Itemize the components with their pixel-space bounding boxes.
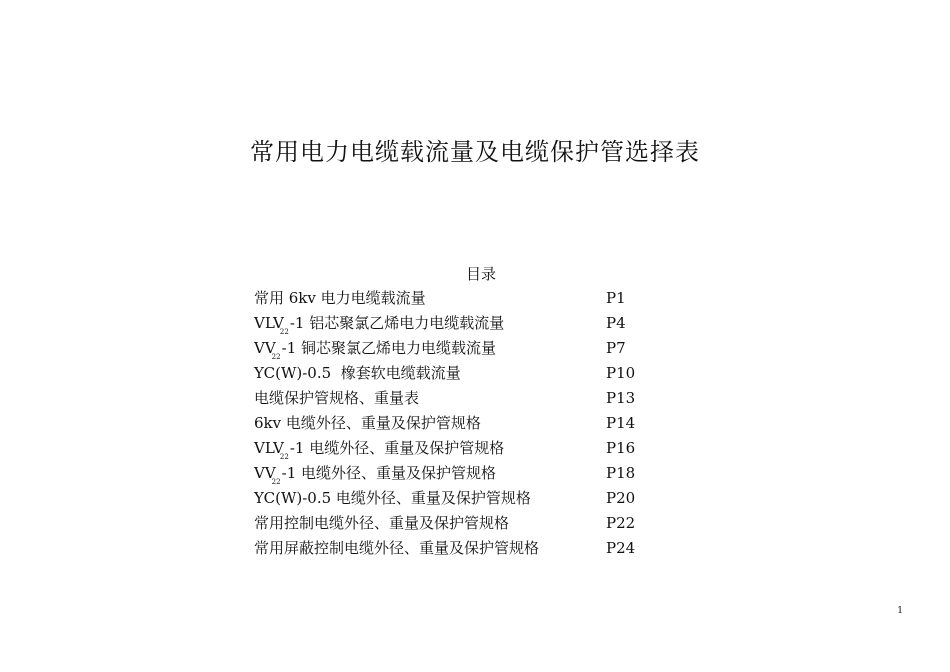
toc-entry-label	[254, 437, 504, 459]
cable-model-prefix	[254, 437, 289, 461]
toc-entry-label	[254, 287, 426, 309]
toc-entry-text: YC(W)-0.5 橡套软电缆载流量	[254, 364, 461, 382]
toc-entry-page: P14	[606, 414, 636, 432]
toc-entry-text: -1 电缆外径、重量及保护管规格	[281, 464, 497, 482]
toc-entry-label	[254, 337, 496, 359]
toc-entry-page: P1	[606, 289, 626, 307]
page-number: 1	[897, 606, 903, 616]
toc-entry	[254, 337, 654, 362]
toc-entry	[254, 537, 654, 562]
cable-model-name: VV	[254, 339, 276, 357]
toc-heading: 目录	[466, 265, 497, 283]
toc-entry-label	[254, 462, 496, 484]
toc-entry-label	[254, 512, 509, 534]
toc-entry-label	[254, 537, 539, 559]
table-of-contents	[254, 287, 654, 562]
toc-entry-page: P22	[606, 514, 636, 532]
cable-model-subscript: 22	[279, 328, 289, 336]
cable-model-name: VV	[254, 464, 276, 482]
toc-entry-page: P10	[606, 364, 636, 382]
toc-entry-page: P13	[606, 389, 636, 407]
cable-model-prefix	[254, 337, 281, 361]
toc-entry-text: 常用 6kv 电力电缆载流量	[254, 289, 426, 307]
toc-entry-text: 6kv 电缆外径、重量及保护管规格	[254, 414, 481, 432]
toc-entry-page: P16	[606, 439, 636, 457]
cable-model-subscript: 22	[271, 478, 281, 486]
cable-model-subscript: 22	[279, 453, 289, 461]
toc-entry-page: P7	[606, 339, 626, 357]
document-title: 常用电力电缆载流量及电缆保护管选择表	[250, 138, 700, 166]
toc-entry-label	[254, 362, 461, 384]
toc-entry	[254, 287, 654, 312]
cable-model-name: VLV	[254, 314, 284, 332]
toc-entry-text: -1 电缆外径、重量及保护管规格	[289, 439, 505, 457]
toc-entry	[254, 387, 654, 412]
toc-entry-page: P4	[606, 314, 626, 332]
toc-entry-text: 常用控制电缆外径、重量及保护管规格	[254, 514, 510, 532]
toc-entry-page: P18	[606, 464, 636, 482]
toc-entry-page: P20	[606, 489, 636, 507]
toc-entry	[254, 362, 654, 387]
toc-entry	[254, 312, 654, 337]
cable-model-name: VLV	[254, 439, 284, 457]
cable-model-prefix	[254, 312, 289, 336]
toc-entry-page: P24	[606, 539, 636, 557]
toc-entry-label	[254, 312, 504, 334]
toc-entry-label	[254, 487, 531, 509]
toc-entry-label	[254, 412, 481, 434]
toc-entry	[254, 487, 654, 512]
toc-entry	[254, 512, 654, 537]
cable-model-subscript: 22	[271, 353, 281, 361]
toc-entry-text: 电缆保护管规格、重量表	[254, 389, 420, 407]
toc-entry-text: -1 铜芯聚氯乙烯电力电缆载流量	[281, 339, 497, 357]
cable-model-prefix	[254, 462, 281, 486]
toc-entry	[254, 437, 654, 462]
toc-entry-label	[254, 387, 419, 409]
toc-entry	[254, 462, 654, 487]
toc-entry-text: -1 铝芯聚氯乙烯电力电缆载流量	[289, 314, 505, 332]
toc-entry-text: 常用屏蔽控制电缆外径、重量及保护管规格	[254, 539, 540, 557]
toc-entry-text: YC(W)-0.5 电缆外径、重量及保护管规格	[254, 489, 531, 507]
toc-entry	[254, 412, 654, 437]
